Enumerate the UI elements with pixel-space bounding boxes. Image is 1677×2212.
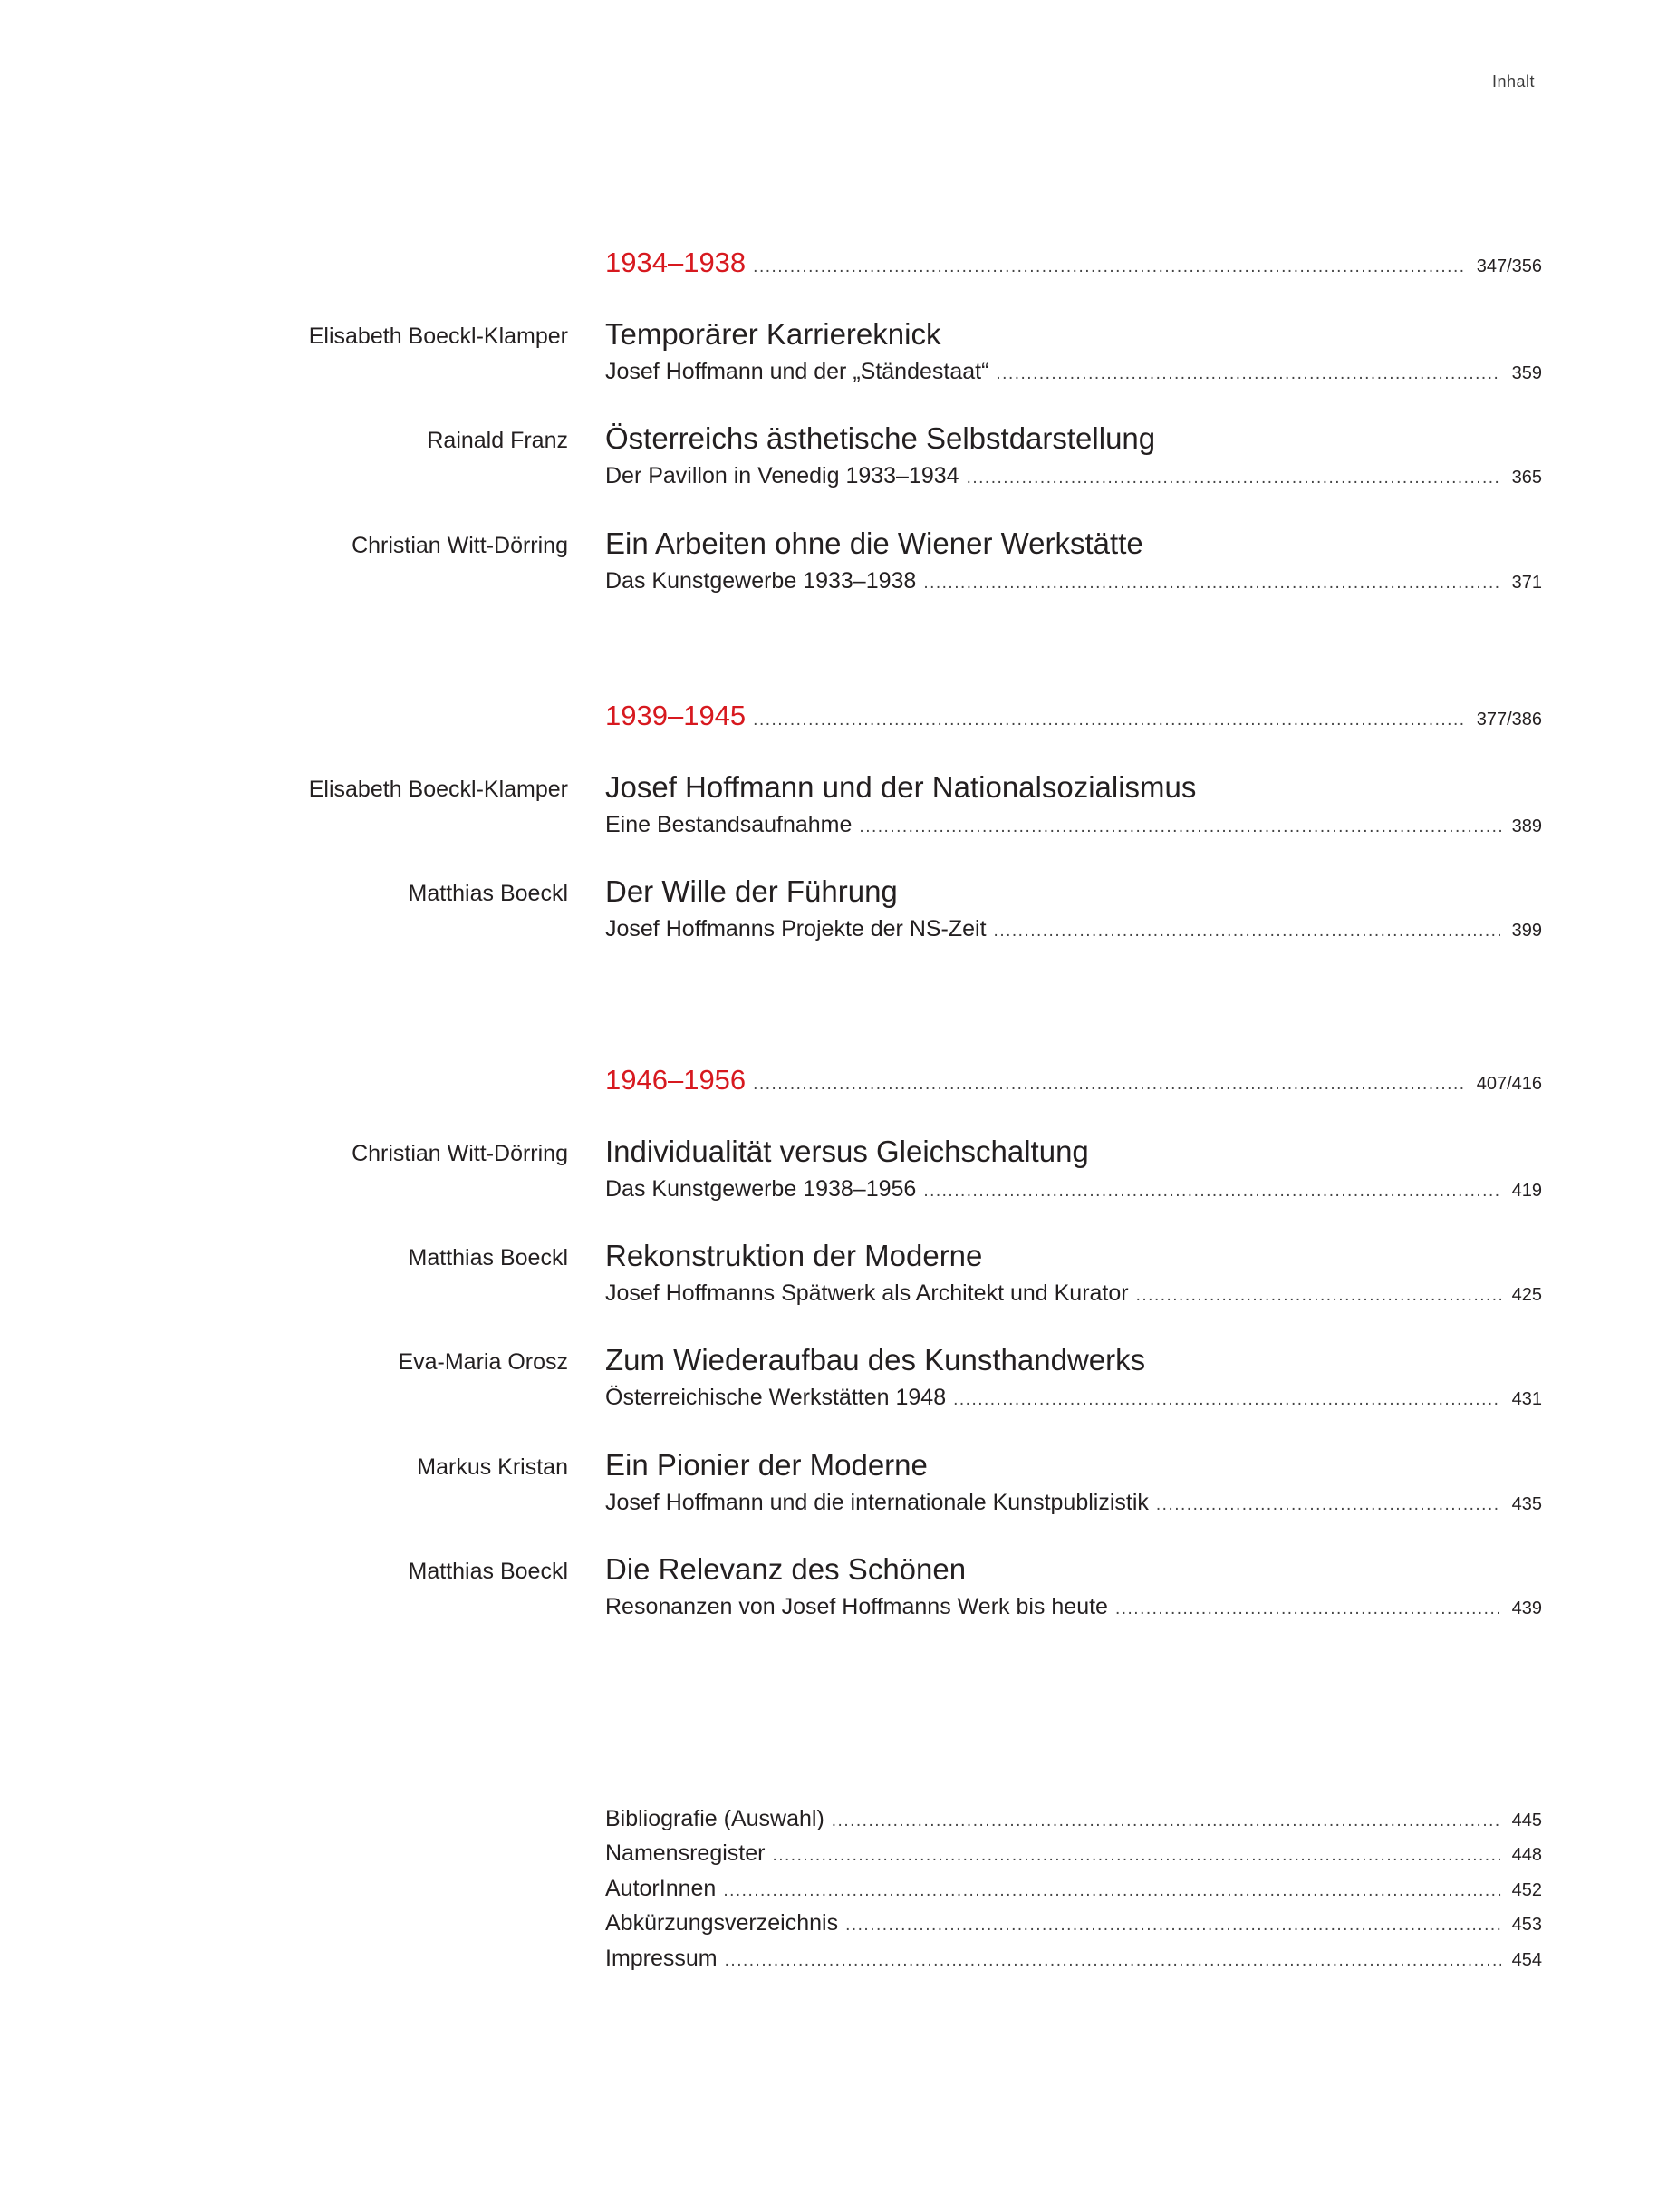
dot-leader [772, 1846, 1500, 1866]
entry-subtitle-line [605, 359, 1542, 385]
entry-title: Die Relevanz des Schönen [605, 1552, 967, 1586]
appendix-page: 448 [1511, 1845, 1542, 1865]
entry-author: Christian Witt-Dörring [352, 533, 568, 558]
entry-title: Zum Wiederaufbau des Kunsthandwerks [605, 1343, 1146, 1376]
dot-leader [996, 364, 1500, 384]
entry-author: Elisabeth Boeckl-Klamper [308, 777, 568, 802]
entry-subtitle: Der Pavillon in Venedig 1933–1934 [605, 463, 959, 488]
entry-subtitle: Eine Bestandsaufnahme [605, 812, 853, 837]
entry-title: Österreichs ästhetische Selbstdarstellung [605, 421, 1156, 455]
appendix-label: Bibliografie (Auswahl) [605, 1806, 824, 1831]
entry-subtitle-line [605, 1280, 1542, 1307]
dot-leader [994, 922, 1501, 942]
section-period: 1946–1956 [605, 1064, 747, 1096]
dot-leader [923, 1182, 1500, 1202]
entry-subtitle: Josef Hoffmanns Spätwerk als Architekt und Kurator [605, 1280, 1129, 1306]
entry-title: Josef Hoffmann und der Nationalsozialismus [605, 770, 1197, 804]
entry-author: Markus Kristan [417, 1454, 568, 1480]
dot-leader [723, 1881, 1500, 1901]
entry-author: Elisabeth Boeckl-Klamper [308, 324, 568, 349]
entry-page: 431 [1511, 1389, 1542, 1409]
entry-page: 371 [1511, 573, 1542, 593]
dot-leader [1115, 1599, 1501, 1619]
entry-subtitle: Josef Hoffmann und die internationale Kunstpublizistik [605, 1490, 1149, 1515]
appendix-label: Namensregister [605, 1840, 766, 1866]
appendix-page: 453 [1511, 1915, 1542, 1935]
entry-title: Individualität versus Gleichschaltung [605, 1135, 1089, 1168]
entry-author: Matthias Boeckl [408, 1245, 568, 1270]
section-heading[interactable] [605, 1064, 1542, 1096]
entry-subtitle-line [605, 1490, 1542, 1516]
entry-subtitle-line [605, 1176, 1542, 1203]
section-heading[interactable] [605, 246, 1542, 279]
appendix-item[interactable] [605, 1806, 1542, 1832]
entry-page: 435 [1511, 1494, 1542, 1514]
dot-leader [859, 817, 1500, 837]
entry-subtitle: Resonanzen von Josef Hoffmanns Werk bis heute [605, 1594, 1108, 1619]
dot-leader [953, 1390, 1501, 1410]
entry-subtitle: Josef Hoffmanns Projekte der NS-Zeit [605, 916, 987, 942]
entry-title: Ein Arbeiten ohne die Wiener Werkstätte [605, 526, 1143, 560]
entry-page: 359 [1511, 363, 1542, 383]
entry-subtitle: Das Kunstgewerbe 1938–1956 [605, 1176, 917, 1202]
section-pages: 407/416 [1476, 1074, 1542, 1094]
dot-leader [1136, 1286, 1501, 1306]
dot-leader [832, 1811, 1501, 1831]
running-head: Inhalt [1491, 72, 1535, 91]
entry-title: Ein Pionier der Moderne [605, 1448, 928, 1482]
entry-author: Matthias Boeckl [408, 881, 568, 906]
appendix-label: AutorInnen [605, 1876, 717, 1901]
entry-page: 389 [1511, 816, 1542, 836]
entry-subtitle-line [605, 1385, 1542, 1411]
entry-subtitle-line [605, 1594, 1542, 1620]
appendix-item[interactable] [605, 1840, 1542, 1867]
appendix-label: Abkürzungsverzeichnis [605, 1910, 839, 1936]
dot-leader [753, 257, 1466, 277]
section-pages: 347/356 [1476, 256, 1542, 276]
entry-author: Christian Witt-Dörring [352, 1141, 568, 1166]
entry-page: 365 [1511, 468, 1542, 488]
appendix-label: Impressum [605, 1946, 718, 1971]
entry-title: Temporärer Karriereknick [605, 317, 941, 351]
dot-leader [1156, 1495, 1501, 1515]
entry-subtitle-line [605, 916, 1542, 942]
entry-page: 399 [1511, 921, 1542, 941]
entry-subtitle-line [605, 568, 1542, 594]
section-heading[interactable] [605, 700, 1542, 732]
entry-author: Matthias Boeckl [408, 1559, 568, 1584]
appendix-page: 445 [1511, 1811, 1542, 1830]
appendix-item[interactable] [605, 1946, 1542, 1972]
appendix-item[interactable] [605, 1910, 1542, 1937]
dot-leader [967, 468, 1501, 488]
entry-subtitle: Österreichische Werkstätten 1948 [605, 1385, 947, 1410]
section-period: 1934–1938 [605, 246, 747, 278]
appendix-item[interactable] [605, 1876, 1542, 1902]
appendix-page: 454 [1511, 1950, 1542, 1970]
section-pages: 377/386 [1476, 710, 1542, 729]
entry-subtitle-line [605, 463, 1542, 489]
entry-page: 439 [1511, 1599, 1542, 1618]
entry-author: Rainald Franz [427, 428, 568, 453]
entry-page: 419 [1511, 1181, 1542, 1201]
entry-page: 425 [1511, 1285, 1542, 1305]
entry-subtitle: Josef Hoffmann und der „Ständestaat“ [605, 359, 989, 384]
section-period: 1939–1945 [605, 700, 747, 731]
dot-leader [923, 574, 1500, 594]
entry-subtitle-line [605, 812, 1542, 838]
dot-leader [845, 1916, 1501, 1936]
dot-leader [725, 1951, 1501, 1971]
dot-leader [753, 710, 1466, 730]
entry-author: Eva-Maria Orosz [398, 1349, 568, 1375]
appendix-page: 452 [1511, 1880, 1542, 1900]
dot-leader [753, 1075, 1466, 1095]
entry-title: Der Wille der Führung [605, 874, 898, 908]
entry-subtitle: Das Kunstgewerbe 1933–1938 [605, 568, 917, 594]
entry-title: Rekonstruktion der Moderne [605, 1239, 983, 1272]
